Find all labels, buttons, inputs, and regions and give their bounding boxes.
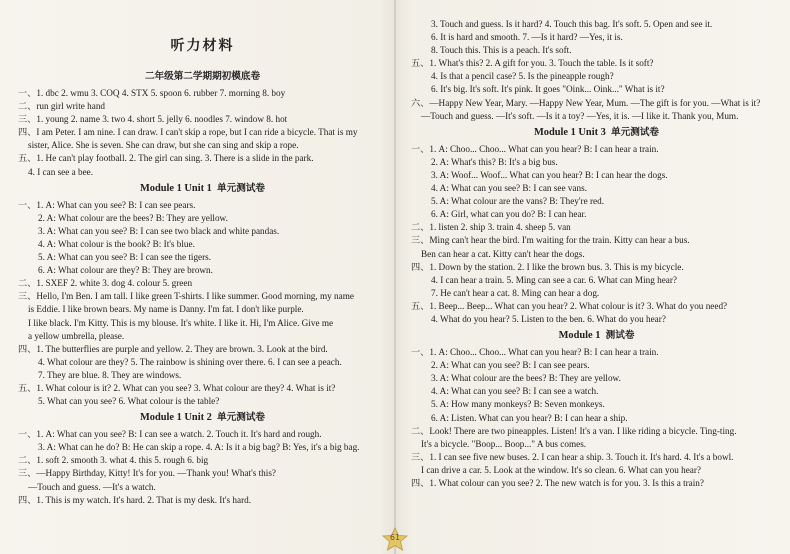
- text-line: It's a bicycle. "Boop... Boop..." A bus comes.: [421, 438, 587, 449]
- text-line: 四、1. Down by the station. 2. I like the brown bus. 3. This is my bicycle.: [411, 261, 684, 272]
- text-line: 4. I can see a bee.: [28, 166, 94, 177]
- text-line: 6. It's big. It's soft. It's pink. It goes "Oink... Oink..." What is it?: [431, 84, 665, 95]
- text-line: 一、1. A: Choo... Choo... What can you hear? B: I can hear a train.: [411, 143, 659, 154]
- section-title-m1u2-zh: 单元测试卷: [217, 412, 266, 424]
- text-line: 3. A: Woof... Woof... What can you hear? B: I can hear the dogs.: [431, 169, 668, 180]
- section-title-m1-en: Module 1: [558, 330, 601, 342]
- text-line: 8. Touch this. This is a peach. It's soft.: [431, 45, 572, 56]
- text-line: 2. A: What can you see? B: I can see pears.: [431, 360, 590, 371]
- text-line: 三、Ming can't hear the bird. I'm waiting for the train. Kitty can hear a bus.: [411, 235, 690, 246]
- text-line: 7. He can't hear a cat. 8. Ming can hear a dog.: [431, 287, 600, 298]
- text-line: 5. A: How many monkeys? B: Seven monkeys.: [431, 399, 605, 410]
- text-line: 5. A: What colour are the vans? B: They're red.: [431, 196, 605, 207]
- text-line: 2. A: What colour are the bees? B: They are yellow.: [38, 212, 228, 223]
- text-line: 6. A: What colour are they? B: They are brown.: [38, 265, 213, 276]
- page-number-badge: [379, 527, 411, 551]
- section-title-m1u1-en: Module 1 Unit 1: [139, 182, 212, 194]
- text-line: 7. They are blue. 8. They are windows.: [38, 369, 182, 380]
- text-line: 四、1. This is my watch. It's hard. 2. That is my desk. It's hard.: [18, 494, 252, 505]
- text-line: 4. A: What colour is the book? B: It's blue.: [38, 238, 195, 249]
- text-line: 6. It is hard and smooth. 7. —Is it hard? —Yes, it is.: [431, 32, 623, 43]
- text-line: 五、1. What's this? 2. A gift for you. 3. Touch the table. Is it soft?: [411, 58, 654, 69]
- text-line: 4. What do you hear? 5. Listen to the ben. 6. What do you hear?: [431, 313, 666, 324]
- text-line: 5. What can you see? 6. What colour is the table?: [38, 396, 220, 407]
- text-line: 二、1. SXEF 2. white 3. dog 4. colour 5. green: [18, 278, 193, 289]
- text-line: 5. A: What can you see? B: I can see the tigers.: [38, 252, 212, 263]
- text-line: is Eddie. I like brown bears. My name is Danny. I'm fat. I don't like purple.: [28, 304, 304, 315]
- text-line: 五、1. He can't play football. 2. The girl can sing. 3. There is a slide in the park.: [18, 153, 314, 164]
- text-line: I like black. I'm Kitty. This is my blouse. It's white. I like it. Hi, I'm Alice. Give me: [28, 317, 334, 328]
- section-title-m1: [411, 329, 782, 343]
- text-line: 四、I am Peter. I am nine. I can draw. I can't skip a rope, but I can ride a bicycle. That is my: [18, 127, 358, 138]
- text-line: 4. A: What can you see? B: I can see a watch.: [431, 386, 599, 397]
- text-line: 3. A: What colour are the bees? B: They are yellow.: [431, 373, 621, 384]
- section-title-m1-zh: 测试卷: [605, 330, 635, 342]
- text-line: 4. A: What can you see? B: I can see vans.: [431, 183, 587, 194]
- text-line: Ben can hear a cat. Kitty can't hear the dogs.: [421, 248, 585, 259]
- section-title-m1u3-en: Module 1 Unit 3: [533, 126, 606, 138]
- text-line: 一、1. dbc 2. wmu 3. COQ 4. STX 5. spoon 6. rubber 7. morning 8. boy: [18, 88, 286, 98]
- text-line: 3. Touch and guess. Is it hard? 4. Touch this bag. It's soft. 5. Open and see it.: [431, 19, 713, 29]
- text-line: 3. A: What can you see? B: I can see two black and white pandas.: [38, 225, 280, 236]
- right-page: [395, 0, 790, 554]
- text-line: 二、1. soft 2. smooth 3. what 4. this 5. rough 6. big: [18, 455, 209, 466]
- text-line: 五、1. Beep... Beep... What can you hear? 2. What colour is it? 3. What do you need?: [411, 300, 728, 311]
- text-line: 三、Hello, I'm Ben. I am tall. I like green T-shirts. I like summer. Good morning, my name: [18, 291, 354, 302]
- text-line: —Touch and guess. —It's soft. —Is it a toy? —Yes, it is. —I like it. Thank you, Mum.: [421, 110, 739, 121]
- text-line: 三、1. young 2. name 3. two 4. short 5. jelly 6. noodles 7. window 8. hot: [18, 114, 288, 125]
- text-line: 五、1. What colour is it? 2. What can you see? 3. What colour are they? 4. What is it?: [18, 382, 336, 393]
- text-line: 4. What colour are they? 5. The rainbow is shining over there. 6. I can see a peach.: [38, 356, 342, 367]
- page-number: 61: [389, 533, 401, 542]
- text-line: 4. Is that a pencil case? 5. Is the pineapple rough?: [431, 71, 614, 82]
- text-line: 4. I can hear a train. 5. Ming can see a car. 6. What can Ming hear?: [431, 274, 677, 285]
- text-line: 6. A: Girl, what can you do? B: I can hear.: [431, 209, 587, 220]
- text-line: 四、1. What colour can you see? 2. The new watch is for you. 3. Is this a train?: [411, 478, 704, 488]
- page-title: 听力材料: [170, 38, 235, 54]
- section-title-m1u3: [411, 126, 782, 140]
- text-line: 三、1. I can see five new buses. 2. I can hear a ship. 3. Touch it. It's hard. 4. It's a bowl.: [411, 451, 734, 462]
- text-line: I can drive a car. 5. Look at the window. It's so clean. 6. What can you hear?: [421, 464, 701, 475]
- text-line: 一、1. A: What can you see? B: I can see pears.: [18, 199, 196, 210]
- text-line: 六、—Happy New Year, Mary. —Happy New Year, Mum. —The gift is for you. —What is it?: [411, 97, 761, 108]
- text-line: 二、run girl write hand: [18, 101, 106, 112]
- text-line: 3. A: What can he do? B: He can skip a rope. 4. A: Is it a big bag? B: Yes, it's a big bag.: [38, 442, 360, 453]
- text-line: —Touch and guess. —It's a watch.: [28, 481, 156, 492]
- text-line: 一、1. A: What can you see? B: I can see a watch. 2. Touch it. It's hard and rough.: [18, 429, 322, 440]
- section-title-midterm-text: 二年级第二学期期初模底卷: [144, 71, 261, 82]
- section-title-m1u3-zh: 单元测试卷: [611, 126, 660, 138]
- section-title-m1u2-en: Module 1 Unit 2: [139, 412, 212, 424]
- text-line: a yellow umbrella, please.: [28, 330, 125, 341]
- text-line: 二、1. listen 2. ship 3. train 4. sheep 5. van: [411, 222, 571, 233]
- section-title-m1u2: [18, 411, 387, 425]
- text-line: 四、1. The butterflies are purple and yellow. 2. They are brown. 3. Look at the bird.: [18, 343, 328, 354]
- section-title-midterm: [18, 70, 387, 84]
- text-line: sister, Alice. She is seven. She can draw, but she can sing and skip a rope.: [28, 140, 299, 151]
- text-line: 2. A: What's this? B: It's a big bus.: [431, 156, 558, 167]
- text-line: 三、—Happy Birthday, Kitty! It's for you. —Thank you! What's this?: [18, 468, 276, 479]
- section-title-m1u1-zh: 单元测试卷: [217, 182, 266, 194]
- text-line: 一、1. A: Choo... Choo... What can you hear? B: I can hear a train.: [411, 347, 659, 358]
- text-line: 二、Look! There are two pineapples. Listen! It's a van. I like riding a bicycle. Ting-ting.: [411, 425, 737, 436]
- section-title-m1u1: [18, 182, 387, 196]
- text-line: 6. A: Listen. What can you hear? B: I can hear a ship.: [431, 412, 628, 423]
